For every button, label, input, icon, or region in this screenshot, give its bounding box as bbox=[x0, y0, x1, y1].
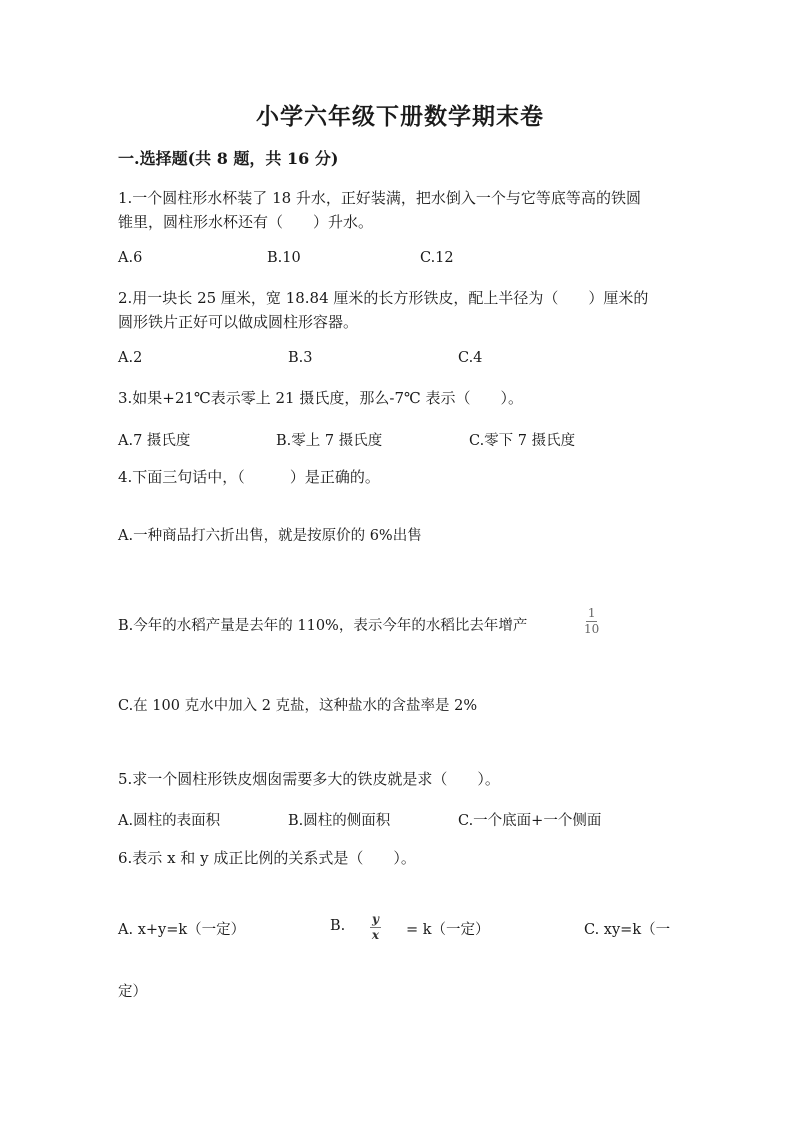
question-4-fraction bbox=[584, 607, 599, 636]
question-6-option-b-label: B. bbox=[330, 918, 346, 934]
question-6-fraction bbox=[370, 913, 381, 942]
section-heading: 一.选择题(共 8 题，共 16 分) bbox=[118, 149, 339, 168]
question-4-text: 4.下面三句话中，（ ）是正确的。 bbox=[118, 468, 380, 486]
question-2-text bbox=[118, 286, 648, 334]
question-2-line-1: 2.用一块长 25 厘米，宽 18.84 厘米的长方形铁皮，配上半径为（ ）厘米的 bbox=[118, 289, 649, 307]
question-1-line-2: 锥里，圆柱形水杯还有（ ）升水。 bbox=[118, 213, 374, 231]
question-6-option-c-continuation: 定） bbox=[118, 984, 147, 1000]
question-5-text: 5.求一个圆柱形铁皮烟囱需要多大的铁皮就是求（ ）。 bbox=[118, 770, 500, 788]
question-3-option-c: C.零下 7 摄氏度 bbox=[469, 433, 576, 449]
fraction-numerator: 1 bbox=[587, 606, 596, 620]
question-1-text bbox=[118, 186, 641, 234]
question-1-line-1: 1.一个圆柱形水杯装了 18 升水，正好装满，把水倒入一个与它等底等高的铁圆 bbox=[118, 189, 641, 207]
question-2-line-2: 圆形铁片正好可以做成圆柱形容器。 bbox=[118, 313, 359, 331]
question-3-option-b: B.零上 7 摄氏度 bbox=[276, 433, 383, 449]
fraction-numerator: y bbox=[372, 912, 379, 926]
question-1-option-c: C.12 bbox=[420, 250, 454, 266]
question-2-option-a: A.2 bbox=[118, 350, 143, 366]
question-5-option-a: A.圆柱的表面积 bbox=[118, 813, 221, 829]
question-6-text: 6.表示 x 和 y 成正比例的关系式是（ ）。 bbox=[118, 849, 416, 867]
fraction-denominator: 10 bbox=[584, 622, 600, 636]
question-2-option-b: B.3 bbox=[288, 350, 313, 366]
fraction-denominator: x bbox=[371, 928, 380, 942]
question-6-option-a: A. x+y=k（一定） bbox=[118, 922, 246, 938]
question-1-option-b: B.10 bbox=[267, 250, 301, 266]
question-5-option-c: C.一个底面+一个侧面 bbox=[458, 813, 602, 829]
question-6-option-b-rest: = k（一定） bbox=[406, 922, 490, 938]
page-title: 小学六年级下册数学期末卷 bbox=[256, 103, 544, 130]
question-3-option-a: A.7 摄氏度 bbox=[118, 433, 191, 449]
question-4-option-c: C.在 100 克水中加入 2 克盐，这种盐水的含盐率是 2% bbox=[118, 698, 478, 714]
question-5-option-b: B.圆柱的侧面积 bbox=[288, 813, 391, 829]
question-4-option-b: B.今年的水稻产量是去年的 110%，表示今年的水稻比去年增产 bbox=[118, 618, 528, 634]
question-4-option-a: A.一种商品打六折出售，就是按原价的 6%出售 bbox=[118, 528, 422, 544]
question-1-option-a: A.6 bbox=[118, 250, 143, 266]
question-2-option-c: C.4 bbox=[458, 350, 483, 366]
question-3-text: 3.如果+21℃表示零上 21 摄氏度，那么-7℃ 表示（ ）。 bbox=[118, 389, 524, 407]
question-6-option-c: C. xy=k（一 bbox=[584, 922, 671, 938]
